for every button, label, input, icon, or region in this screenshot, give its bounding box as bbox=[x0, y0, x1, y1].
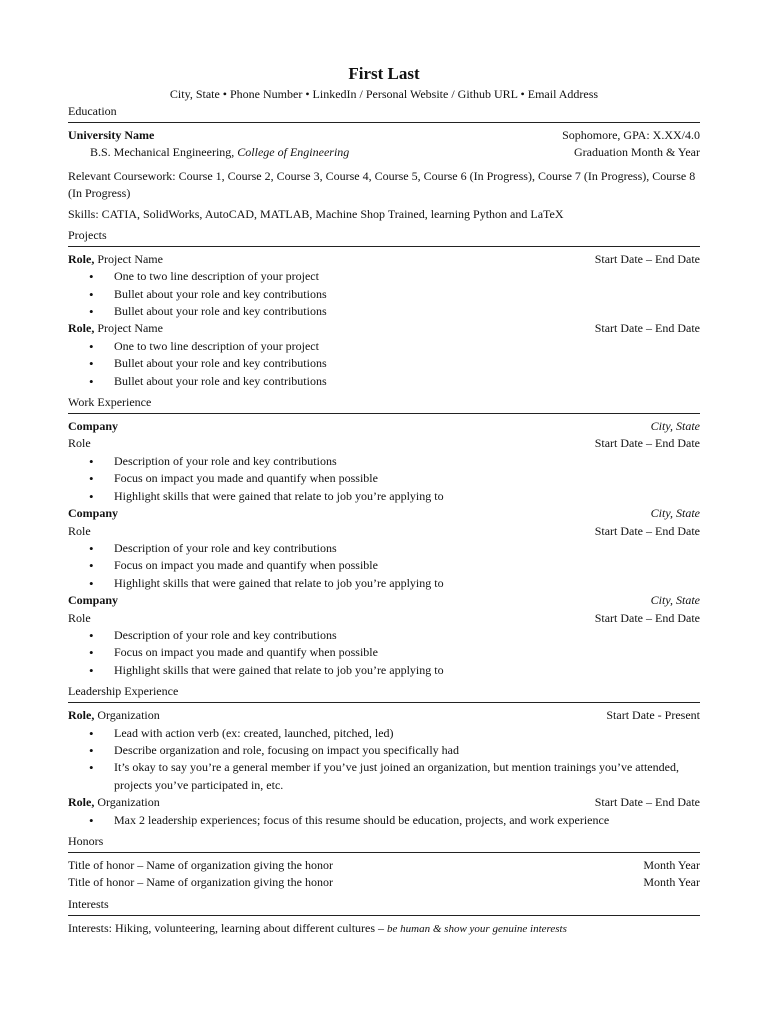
company-name: Company bbox=[68, 419, 119, 434]
leadership-dates: Start Date - Present bbox=[606, 708, 700, 723]
bullet-item: • Focus on impact you made and quantify when possible bbox=[113, 557, 700, 574]
leadership-entry bbox=[68, 794, 700, 829]
company-location: City, State bbox=[650, 593, 700, 608]
bullet-item: • Bullet about your role and key contributions bbox=[113, 355, 700, 372]
bullet-item: • Description of your role and key contributions bbox=[113, 627, 700, 644]
leadership-heading bbox=[68, 707, 160, 724]
project-heading bbox=[68, 251, 163, 268]
bullet-list bbox=[68, 725, 700, 795]
honor-title: Title of honor – Name of organization giving the honor bbox=[68, 858, 333, 872]
bullet-item: • Focus on impact you made and quantify when possible bbox=[113, 644, 700, 661]
section-title-projects: Projects bbox=[68, 227, 107, 242]
section-divider bbox=[68, 852, 700, 853]
bullet-item: • One to two line description of your project bbox=[113, 338, 700, 355]
job-dates: Start Date – End Date bbox=[594, 436, 700, 451]
bullet-list bbox=[68, 627, 700, 679]
job-role: Role bbox=[68, 523, 91, 538]
project-heading bbox=[68, 320, 163, 337]
project-dates: Start Date – End Date bbox=[594, 321, 700, 336]
honor-date: Month Year bbox=[643, 858, 700, 872]
leadership-org: Organization bbox=[97, 708, 160, 723]
section-divider bbox=[68, 246, 700, 247]
bullet-item: • One to two line description of your project bbox=[113, 268, 700, 285]
contact-line: City, State • Phone Number • LinkedIn / Personal Website / Github URL • Email Address bbox=[169, 87, 599, 101]
leadership-org: Organization bbox=[97, 795, 160, 810]
honor-row bbox=[68, 874, 700, 891]
graduation-date: Graduation Month & Year bbox=[574, 145, 700, 160]
bullet-list bbox=[68, 812, 700, 829]
degree-name: B.S. Mechanical Engineering, bbox=[90, 145, 235, 160]
section-divider bbox=[68, 702, 700, 703]
bullet-list bbox=[68, 338, 700, 390]
company-location: City, State bbox=[650, 419, 700, 434]
leadership-dates: Start Date – End Date bbox=[594, 795, 700, 810]
candidate-name: First Last bbox=[348, 64, 420, 83]
job-dates: Start Date – End Date bbox=[594, 523, 700, 538]
section-title-leadership: Leadership Experience bbox=[68, 684, 179, 699]
honor-title: Title of honor – Name of organization giving the honor bbox=[68, 875, 333, 890]
bullet-item: • Max 2 leadership experiences; focus of this resume should be education, projects, and work experience bbox=[113, 812, 700, 829]
bullet-list bbox=[68, 453, 700, 505]
project-role: Role, bbox=[68, 321, 95, 336]
bullet-item: • Bullet about your role and key contributions bbox=[113, 373, 700, 390]
bullet-item: • Lead with action verb (ex: created, launched, pitched, led) bbox=[113, 725, 700, 742]
job-role: Role bbox=[68, 436, 91, 451]
honor-row bbox=[68, 857, 700, 874]
company-location: City, State bbox=[650, 506, 700, 521]
education-school-row bbox=[68, 127, 700, 144]
resume-page bbox=[68, 62, 700, 938]
section-title-education: Education bbox=[68, 104, 117, 118]
bullet-item: • Focus on impact you made and quantify when possible bbox=[113, 470, 700, 487]
bullet-list bbox=[68, 540, 700, 592]
project-entry bbox=[68, 251, 700, 321]
work-entry bbox=[68, 592, 700, 679]
interests-line bbox=[68, 920, 700, 938]
leadership-role: Role, bbox=[68, 795, 95, 810]
leadership-entry bbox=[68, 707, 700, 794]
section-divider bbox=[68, 915, 700, 916]
college-name: College of Engineering bbox=[237, 145, 350, 160]
work-entry bbox=[68, 418, 700, 505]
education-degree-row bbox=[68, 144, 700, 161]
section-title-honors: Honors bbox=[68, 834, 104, 848]
leadership-role: Role, bbox=[68, 708, 95, 723]
company-name: Company bbox=[68, 506, 119, 521]
section-title-interests: Interests bbox=[68, 896, 109, 911]
work-entry bbox=[68, 505, 700, 592]
section-divider bbox=[68, 122, 700, 123]
project-name: Project Name bbox=[97, 251, 163, 266]
project-name: Project Name bbox=[97, 321, 163, 336]
honor-date: Month Year bbox=[643, 875, 700, 890]
bullet-item: • Bullet about your role and key contributions bbox=[113, 286, 700, 303]
interests-text: Interests: Hiking, volunteering, learning about different cultures – bbox=[68, 920, 385, 935]
interests-note: be human & show your genuine interests bbox=[387, 922, 567, 935]
section-title-work: Work Experience bbox=[68, 395, 152, 410]
coursework: Relevant Coursework: Course 1, Course 2, Course 3, Course 4, Course 5, Course 6 (In Progress), Course 7 (In Progress), Course 8 (In Progress) bbox=[68, 168, 696, 200]
job-dates: Start Date – End Date bbox=[594, 610, 700, 625]
bullet-item: • Highlight skills that were gained that relate to job you’re applying to bbox=[113, 488, 700, 505]
school-name: University Name bbox=[68, 128, 155, 142]
project-dates: Start Date – End Date bbox=[594, 251, 700, 266]
bullet-item: • Highlight skills that were gained that relate to job you’re applying to bbox=[113, 662, 700, 679]
job-role: Role bbox=[68, 610, 91, 625]
skills: Skills: CATIA, SolidWorks, AutoCAD, MATLAB, Machine Shop Trained, learning Python and LaTeX bbox=[68, 206, 564, 221]
bullet-item: • Bullet about your role and key contributions bbox=[113, 303, 700, 320]
school-standing: Sophomore, GPA: X.XX/4.0 bbox=[562, 128, 700, 142]
company-name: Company bbox=[68, 593, 119, 608]
section-divider bbox=[68, 413, 700, 414]
degree bbox=[68, 144, 349, 161]
project-role: Role, bbox=[68, 251, 95, 266]
bullet-item: • Highlight skills that were gained that relate to job you’re applying to bbox=[113, 575, 700, 592]
bullet-item: • Description of your role and key contributions bbox=[113, 540, 700, 557]
leadership-heading bbox=[68, 794, 160, 811]
bullet-item: • Description of your role and key contributions bbox=[113, 453, 700, 470]
bullet-item: • It’s okay to say you’re a general member if you’ve just joined an organization, but mention trainings you’ve attended, projects you’ve participated in, etc. bbox=[113, 759, 700, 794]
bullet-item: • Describe organization and role, focusing on impact you specifically had bbox=[113, 742, 700, 759]
project-entry bbox=[68, 320, 700, 390]
bullet-list bbox=[68, 268, 700, 320]
